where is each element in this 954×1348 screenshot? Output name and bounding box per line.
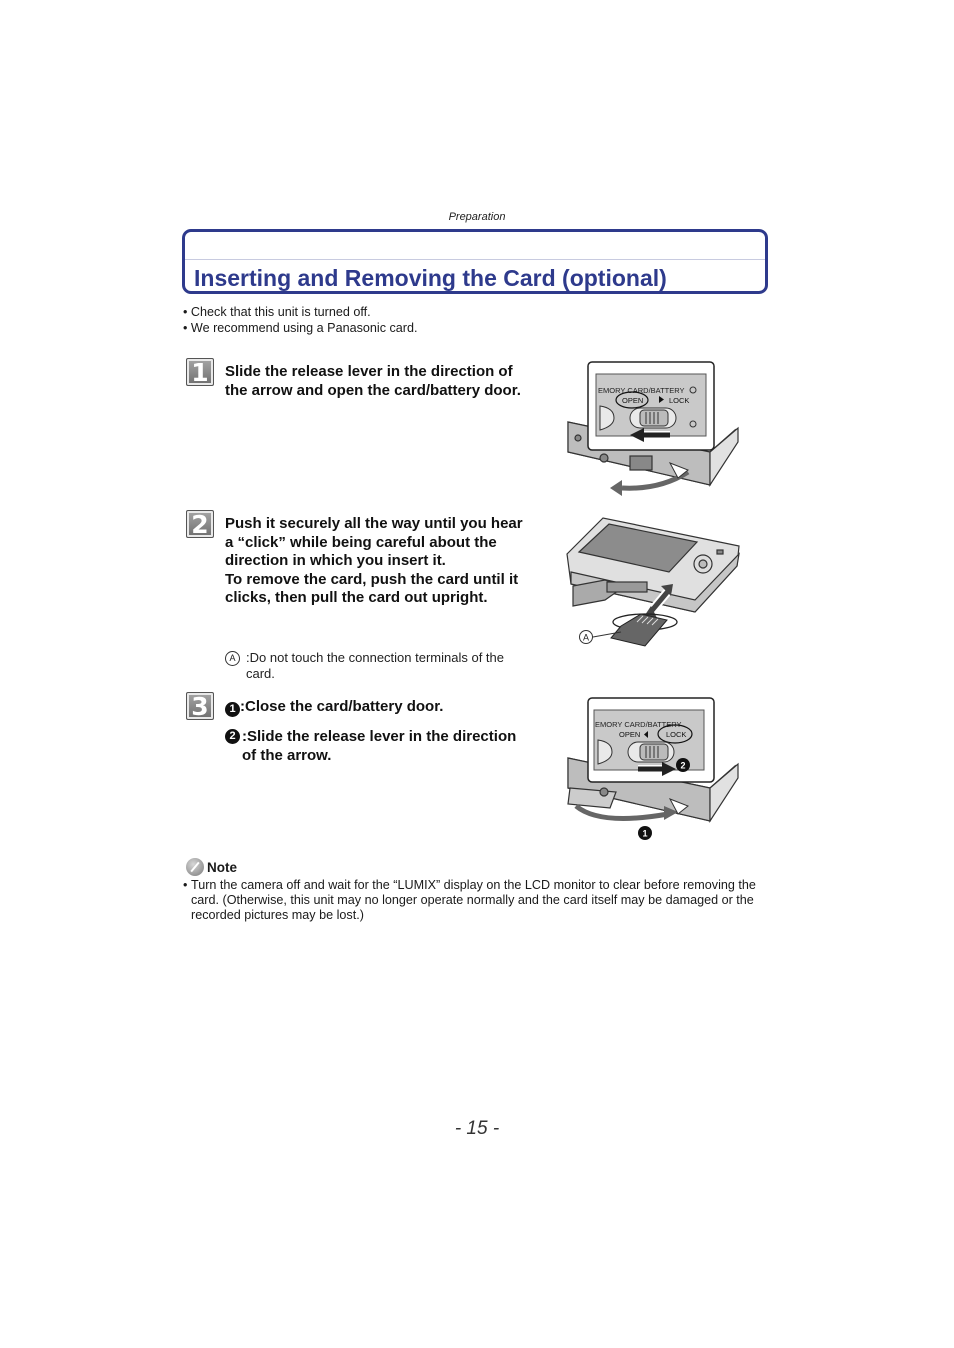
intro-item: • Check that this unit is turned off. bbox=[183, 305, 371, 319]
marker-a-figure: A bbox=[582, 632, 590, 643]
step-2-text bbox=[225, 515, 525, 608]
step-2-caution: A :Do not touch the connection terminals of the card. bbox=[225, 650, 525, 682]
lock-label: LOCK bbox=[669, 396, 690, 405]
page-title: Inserting and Removing the Card (optional) bbox=[194, 265, 667, 291]
lock-label: LOCK bbox=[666, 730, 687, 739]
step-2-line-b: To remove the card, push the card until it clicks, then pull the card out upright. bbox=[225, 570, 519, 607]
note-text: • Turn the camera off and wait for the “LUMIX” display on the LCD monitor to clear before removing the card. (Otherwise, this unit may no longer operate normally and the card itself may be damaged or the recorded pictures may be lost.) bbox=[183, 878, 756, 922]
title-rule bbox=[185, 259, 765, 260]
door-label: EMORY CARD/BATTERY bbox=[595, 720, 682, 729]
step-1-badge: 1 bbox=[186, 358, 214, 386]
step-2-badge: 2 bbox=[186, 510, 214, 538]
intro-item: • We recommend using a Panasonic card. bbox=[183, 320, 418, 335]
marker-2-figure: 2 bbox=[680, 760, 686, 771]
figure-close-door bbox=[560, 696, 742, 844]
step-1-text: Slide the release lever in the direction of the arrow and open the card/battery door. bbox=[225, 363, 521, 399]
intro-list bbox=[183, 305, 418, 336]
note-heading: Note bbox=[186, 858, 237, 876]
section-label: Preparation bbox=[448, 211, 506, 223]
marker-a: A bbox=[225, 651, 240, 666]
figure-open-door bbox=[560, 360, 742, 500]
step-3-item-2: 2 :Slide the release lever in the direction of the arrow. bbox=[225, 728, 525, 765]
marker-1-figure: 1 bbox=[642, 828, 648, 839]
step-3-item-1: 1 :Close the card/battery door. bbox=[225, 698, 525, 717]
figure-insert-card bbox=[565, 514, 745, 654]
open-label: OPEN bbox=[619, 730, 641, 739]
title-box bbox=[182, 229, 768, 294]
step-2-line-a: Push it securely all the way until you hear a “click” while being careful about the direction in which you insert it. bbox=[225, 515, 523, 570]
page-number: - 15 - bbox=[454, 1118, 500, 1139]
marker-2: 2 bbox=[225, 729, 240, 744]
open-label: OPEN bbox=[622, 396, 644, 405]
pencil-icon bbox=[186, 858, 204, 876]
step-3-badge: 3 bbox=[186, 692, 214, 720]
door-label: EMORY CARD/BATTERY bbox=[598, 386, 685, 395]
marker-1: 1 bbox=[225, 702, 240, 717]
